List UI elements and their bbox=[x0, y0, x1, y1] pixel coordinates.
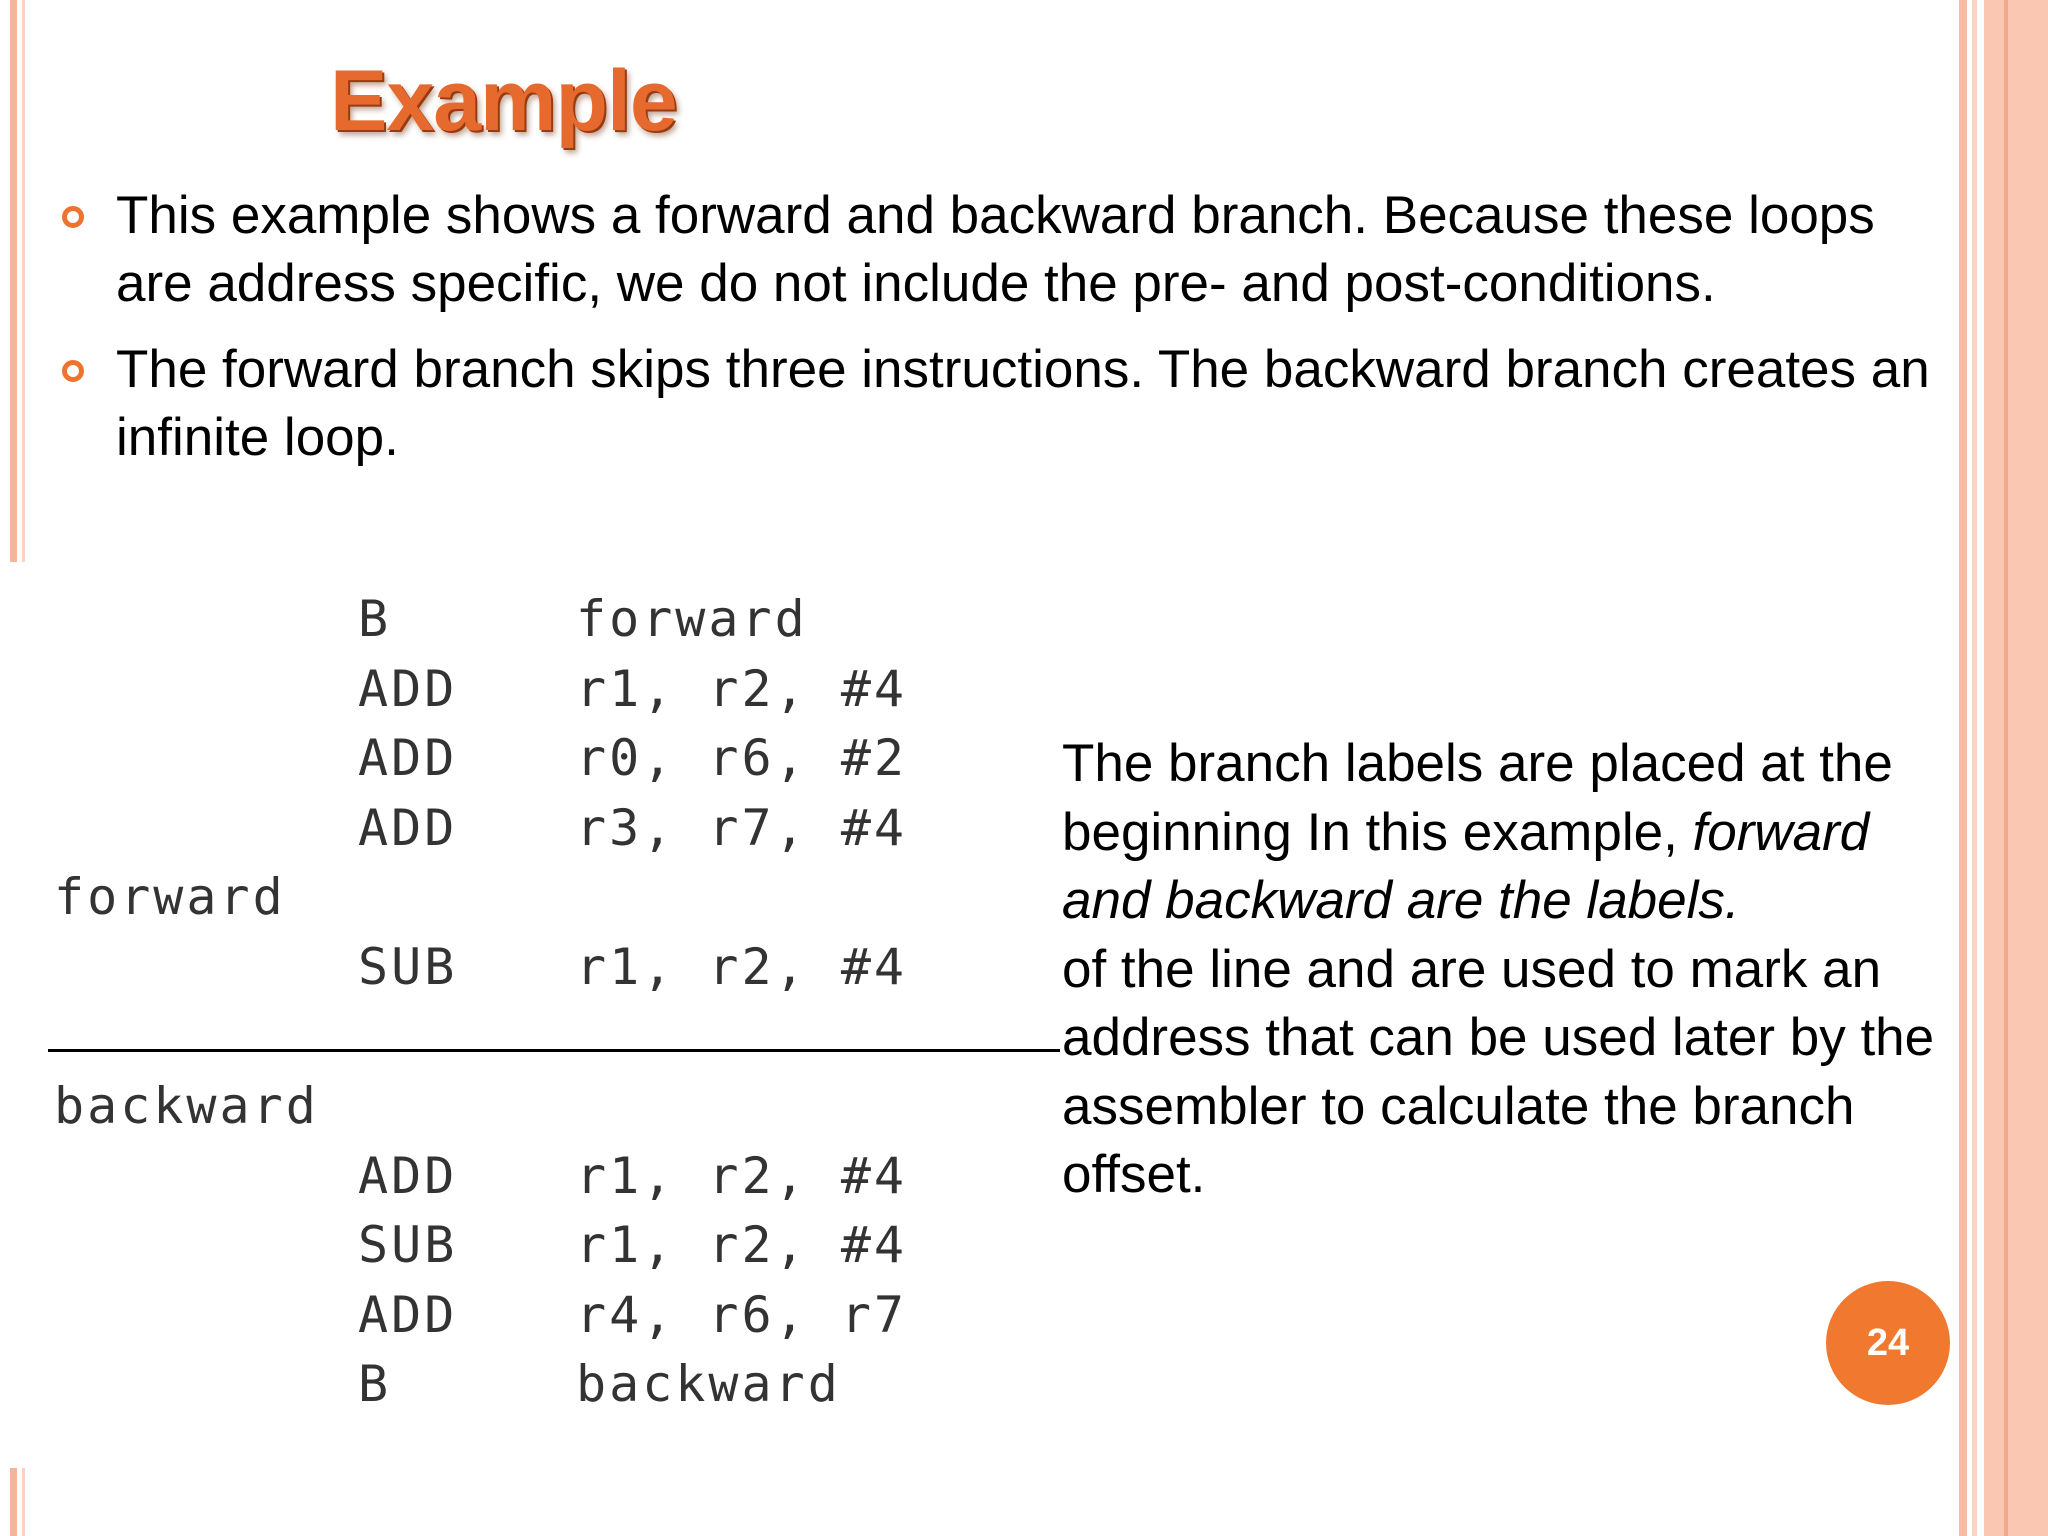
code-op: ADD bbox=[358, 1146, 458, 1205]
right-border-band bbox=[1984, 0, 2048, 1536]
slide-title: Example bbox=[330, 53, 677, 149]
right-border-line bbox=[2004, 0, 2008, 1536]
code-args: backward bbox=[576, 1355, 841, 1413]
bullet-text: The forward branch skips three instructions. The backward branch creates an infinite loop. bbox=[116, 340, 1930, 467]
code-op: ADD bbox=[358, 659, 458, 718]
code-args: r1, r2, #4 bbox=[576, 1146, 908, 1205]
code-op: B bbox=[358, 590, 392, 648]
code-op: B bbox=[358, 1355, 392, 1413]
code-args: r1, r2, #4 bbox=[576, 937, 908, 996]
page-number-badge bbox=[1826, 1281, 1950, 1405]
code-args: r4, r6, r7 bbox=[576, 1285, 908, 1344]
explanation-part3: of the line and are used to mark an address that can be used later by the assembler to calculate the branch offset. bbox=[1062, 939, 1935, 1204]
bullet-item bbox=[56, 182, 1936, 318]
code-args: r1, r2, #4 bbox=[576, 659, 908, 718]
page-number: 24 bbox=[1866, 1321, 1910, 1364]
code-args: r0, r6, #2 bbox=[576, 729, 908, 787]
code-op: ADD bbox=[358, 1285, 458, 1344]
code-op: SUB bbox=[358, 1216, 458, 1274]
left-stripe bbox=[10, 0, 17, 562]
left-stripe-thin bbox=[22, 0, 25, 562]
bullet-list bbox=[56, 182, 1936, 490]
explanation-part1: The branch labels are placed at the beginning In this example, bbox=[1062, 734, 1893, 862]
code-divider bbox=[48, 1049, 1060, 1052]
code-args: r3, r7, #4 bbox=[576, 798, 908, 857]
bullet-item bbox=[56, 336, 1936, 472]
code-args: r1, r2, #4 bbox=[576, 1216, 908, 1274]
bullet-text: This example shows a forward and backward branch. Because these loops are address specific, we do not include the pre- and post-conditions. bbox=[116, 186, 1875, 313]
code-op: ADD bbox=[358, 729, 458, 787]
code-op: SUB bbox=[358, 937, 458, 996]
code-args: forward bbox=[576, 590, 808, 648]
right-stripe-thin bbox=[1972, 0, 1977, 1536]
left-stripe-bottom-thin bbox=[22, 1468, 25, 1536]
code-label: backward bbox=[54, 1077, 319, 1135]
explanation-italic: forward and backward are the labels. bbox=[1062, 802, 1870, 930]
code-label: forward bbox=[54, 868, 286, 926]
code-op: ADD bbox=[358, 798, 458, 857]
bullet-circle-icon bbox=[62, 360, 84, 382]
left-stripe-bottom bbox=[10, 1468, 17, 1536]
bullet-circle-icon bbox=[62, 206, 84, 228]
explanation-text bbox=[1062, 730, 1962, 1210]
